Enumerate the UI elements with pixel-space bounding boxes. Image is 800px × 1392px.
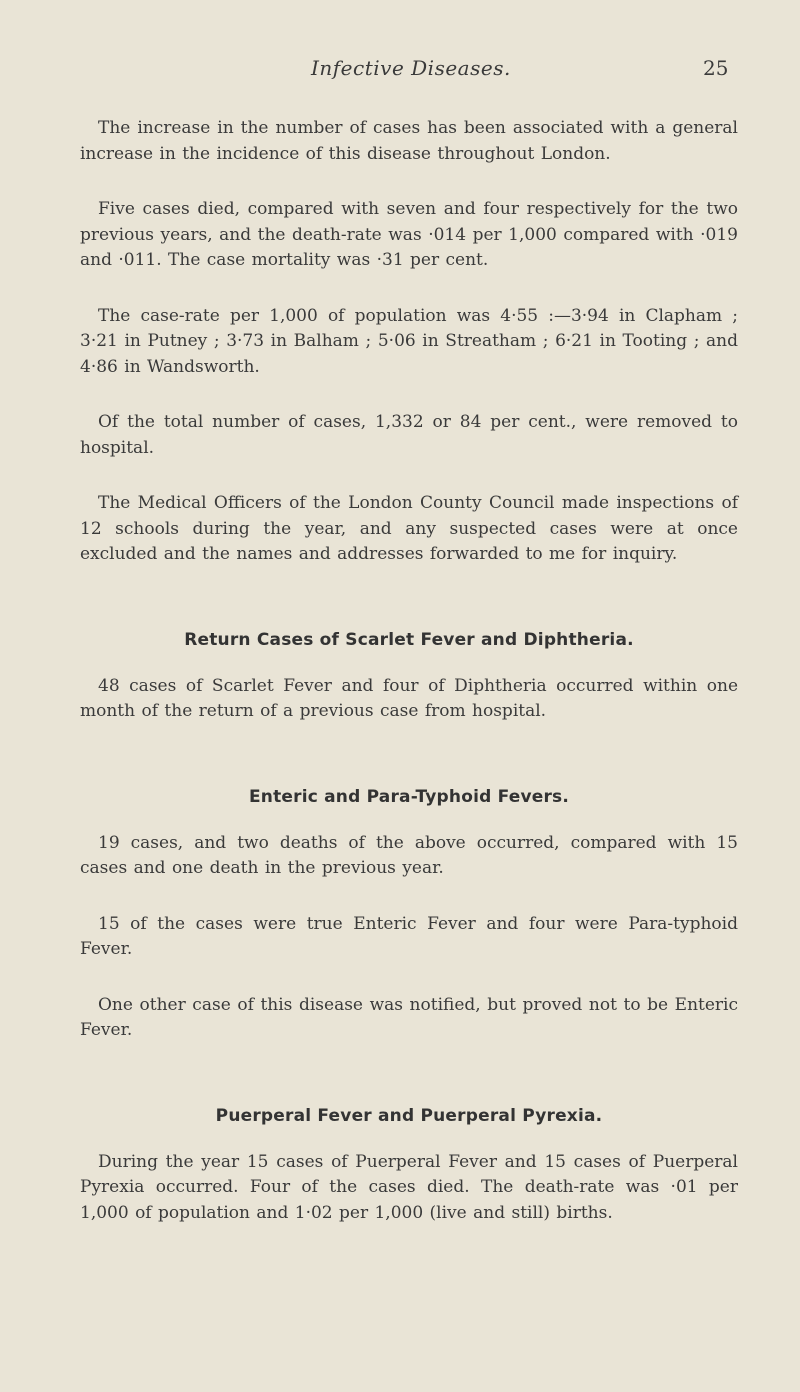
- paragraph: Of the total number of cases, 1,332 or 84 per cent., were removed to hospital.: [80, 412, 738, 458]
- paragraph: The increase in the number of cases has been associated with a general increase in the incidence of this disease throughout London.: [80, 118, 738, 164]
- paragraph: One other case of this disease was notified, but proved not to be Enteric Fever.: [80, 994, 738, 1040]
- page-number: 25: [703, 56, 729, 80]
- paragraph: Five cases died, compared with seven and four respectively for the two previous years, and the death-rate was ·014 per 1,000 compared with ·019 and ·011. The case mortality was ·31 per cent.: [80, 199, 738, 270]
- paragraph: During the year 15 cases of Puerperal Fever and 15 cases of Puerperal Pyrexia occurred. Four of the cases died. The death-rate was ·01 per 1,000 of population and 1·02 per 1,000 (live and still) births.: [80, 1151, 738, 1223]
- paragraph: The case-rate per 1,000 of population was 4·55 :—3·94 in Clapham ; 3·21 in Putney ; 3·73 in Balham ; 5·06 in Streatham ; 6·21 in Tooting ; and 4·86 in Wandsworth.: [80, 305, 738, 377]
- section-heading: Puerperal Fever and Puerperal Pyrexia.: [215, 1105, 603, 1126]
- paragraph: 19 cases, and two deaths of the above occurred, compared with 15 cases and one death in the previous year.: [80, 832, 738, 878]
- running-title: Infective Diseases.: [311, 56, 511, 80]
- paragraph: The Medical Officers of the London County Council made inspections of 12 schools during the year, and any suspected cases were at once excluded and the names and addresses forwarded to me for inquiry.: [80, 493, 738, 564]
- section-heading: Enteric and Para-Typhoid Fevers.: [248, 786, 570, 807]
- running-header: [0, 56, 800, 86]
- body-text: [80, 116, 738, 1226]
- section-heading: Return Cases of Scarlet Fever and Diphtheria.: [184, 629, 634, 650]
- paragraph: 15 of the cases were true Enteric Fever and four were Para-typhoid Fever.: [80, 913, 738, 959]
- paragraph: 48 cases of Scarlet Fever and four of Diphtheria occurred within one month of the return of a previous case from hospital.: [80, 675, 738, 721]
